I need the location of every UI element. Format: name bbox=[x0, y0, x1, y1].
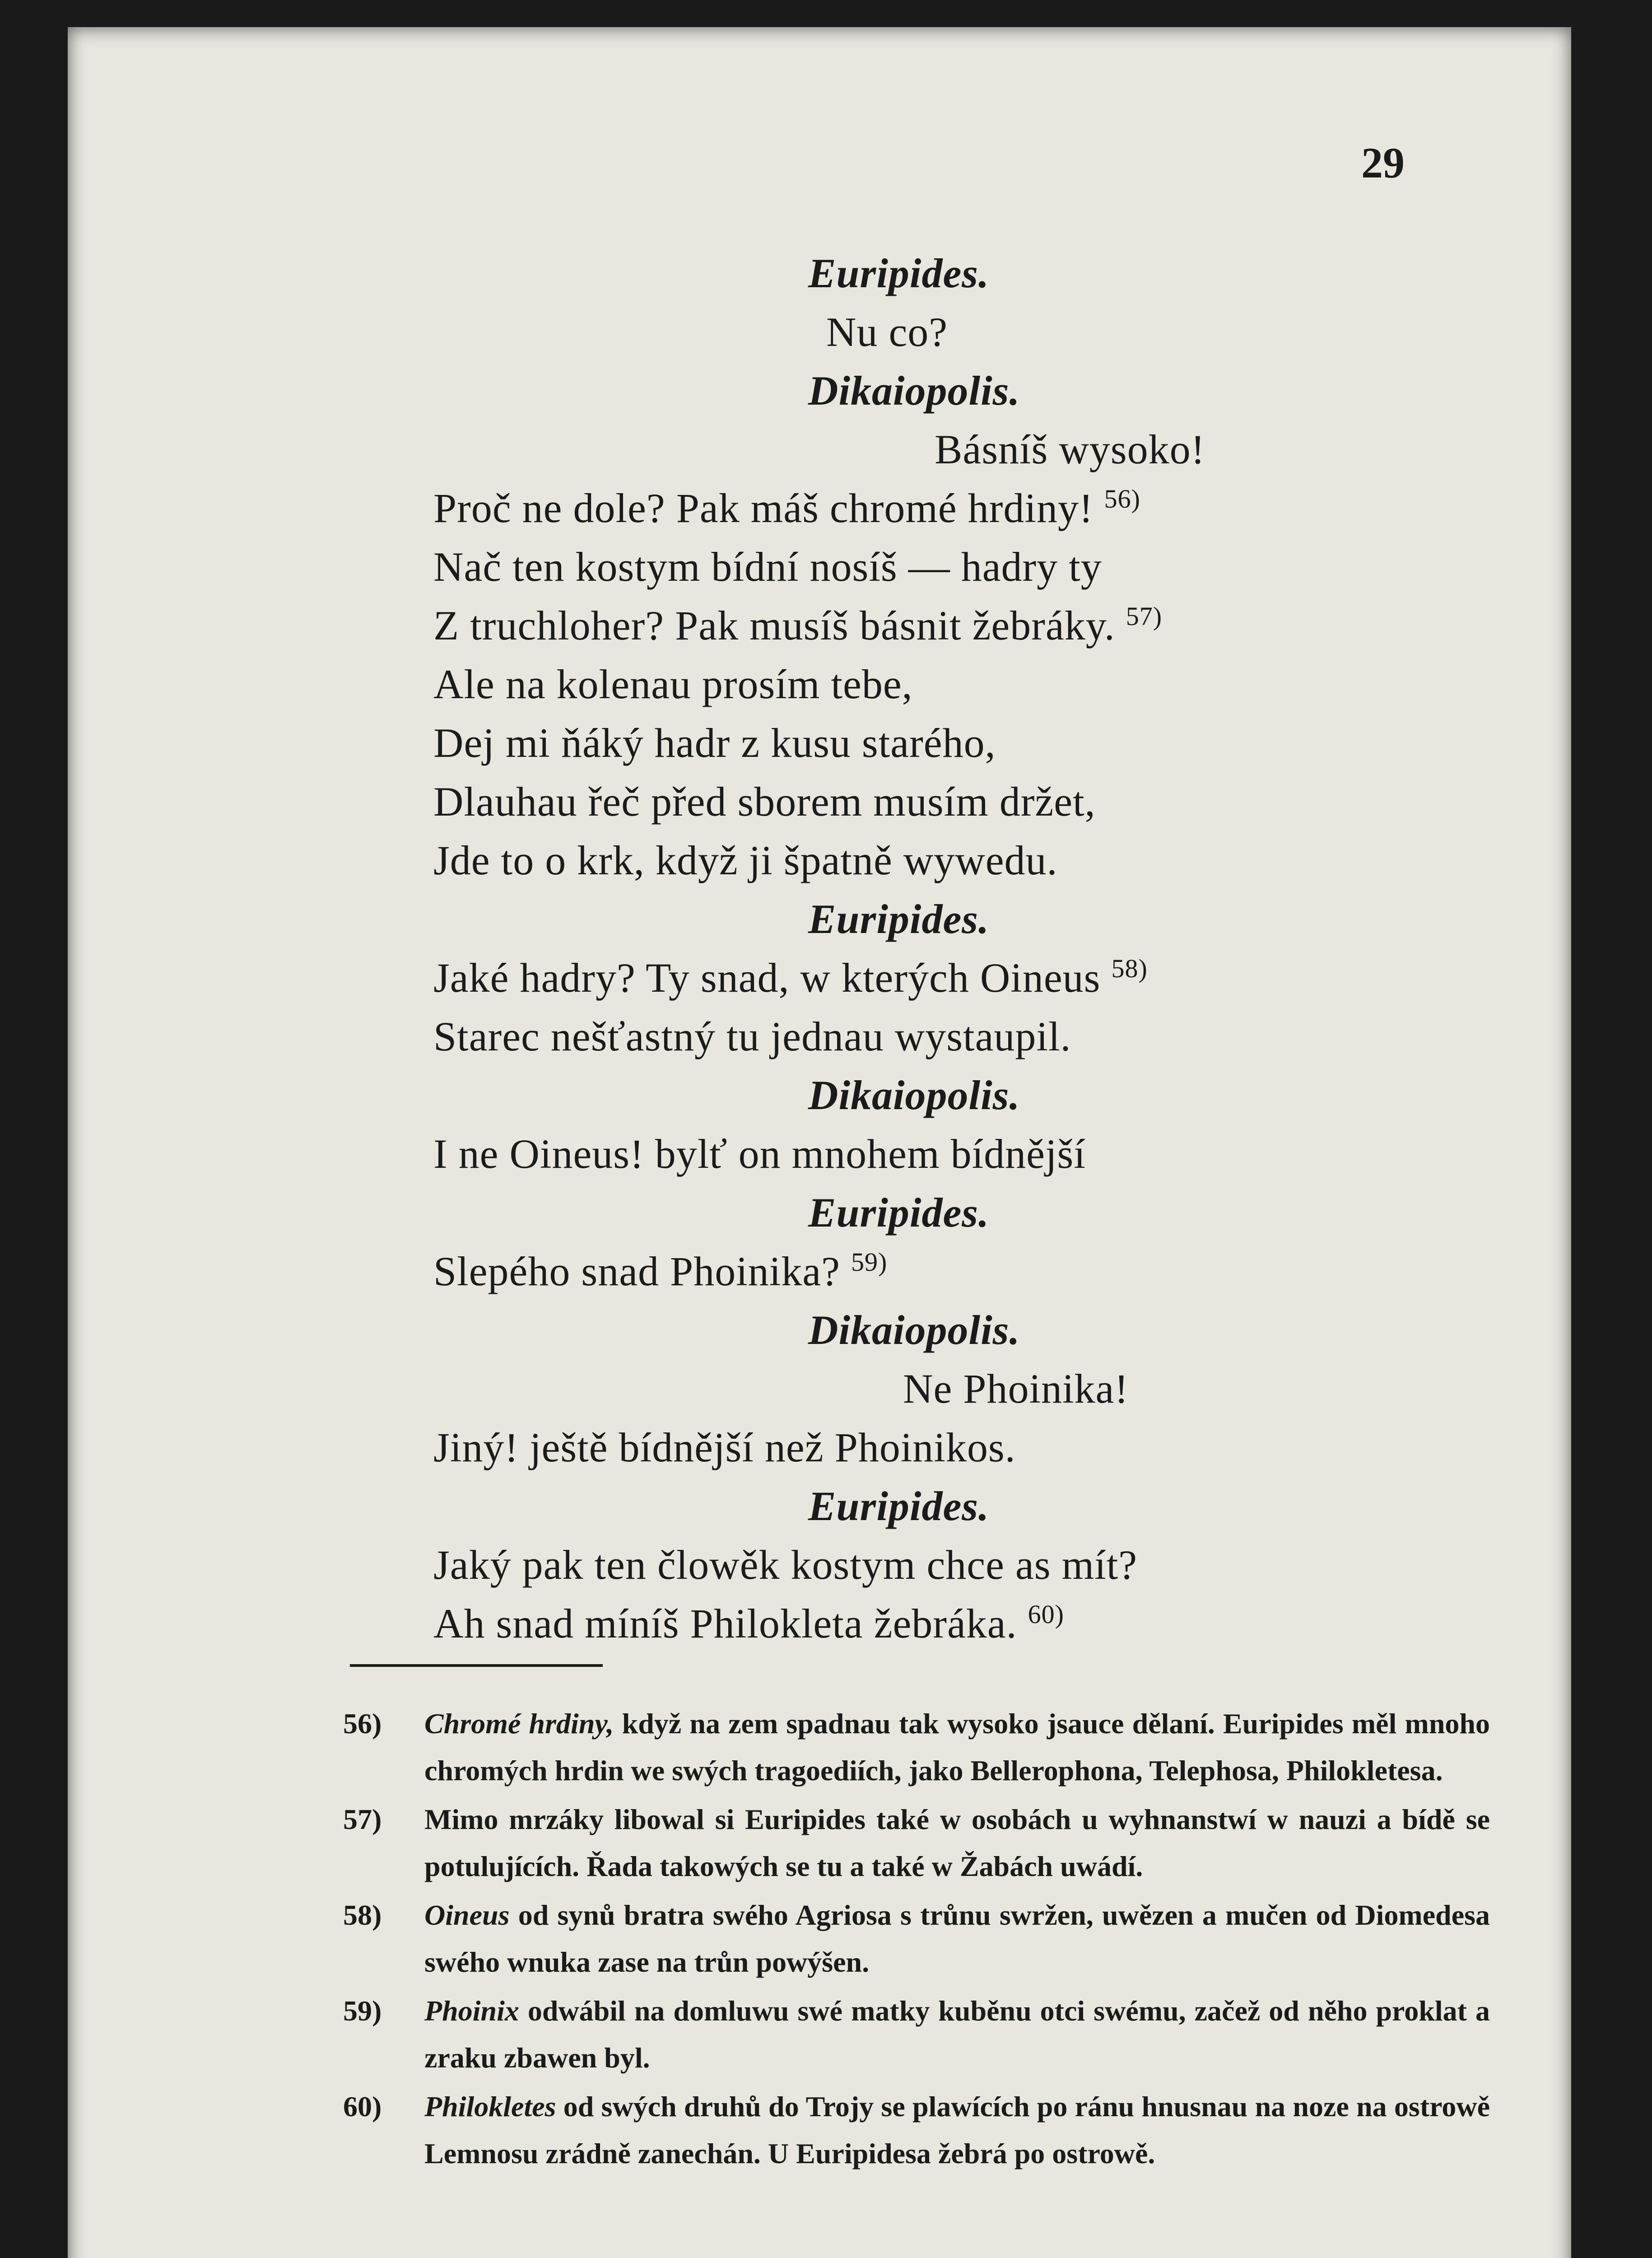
verse-line bbox=[433, 1124, 1449, 1183]
footnote-ref: 60) bbox=[1028, 1600, 1064, 1629]
verse-text: I ne Oineus! bylť on mnohem bídnější bbox=[433, 1131, 1086, 1177]
footnote-number: 58) bbox=[343, 1899, 382, 1931]
verse-text: Slepého snad Phoinika? bbox=[433, 1248, 840, 1294]
verse-text: Dikaiopolis. bbox=[808, 1307, 1020, 1353]
verse-text: Jde to o krk, když ji špatně wywedu. bbox=[433, 837, 1058, 883]
verse-text: Euripides. bbox=[808, 250, 990, 296]
verse-text: Z truchloher? Pak musíš básnit žebráky. bbox=[433, 602, 1115, 648]
verse-line bbox=[433, 772, 1449, 831]
verse-text: Ne Phoinika! bbox=[903, 1366, 1129, 1412]
verse-block bbox=[433, 244, 1449, 1653]
speaker-name bbox=[433, 1183, 1449, 1242]
verse-text: Nač ten kostym bídní nosíš — hadry ty bbox=[433, 544, 1102, 590]
footnote-number: 59) bbox=[343, 1995, 382, 2027]
footnote-number: 57) bbox=[343, 1803, 382, 1835]
verse-line bbox=[433, 714, 1449, 772]
verse-text: Jaký pak ten člowěk kostym chce as mít? bbox=[433, 1542, 1138, 1588]
footnote-number: 56) bbox=[343, 1707, 382, 1740]
verse-text: Jaké hadry? Ty snad, w kterých Oineus bbox=[433, 955, 1101, 1001]
verse-text: Euripides. bbox=[808, 1190, 990, 1236]
footnote bbox=[343, 1796, 1490, 1890]
footnote-keyword: Philokletes bbox=[424, 2090, 556, 2123]
speaker-name bbox=[433, 1066, 1449, 1124]
verse-text: Starec nešťastný tu jednau wystaupil. bbox=[433, 1013, 1071, 1059]
verse-line bbox=[433, 479, 1449, 537]
verse-text: Dikaiopolis. bbox=[808, 1072, 1020, 1118]
footnote-text: Mimo mrzáky libowal si Euripides také w osobách u wyhnanstwí w nauzi a bídě se potulujících. Řada takowých se tu a také w Žabách uwádí. bbox=[424, 1803, 1490, 1882]
verse-line bbox=[433, 1007, 1449, 1066]
verse-text: Dikaiopolis. bbox=[808, 368, 1020, 414]
verse-line bbox=[433, 831, 1449, 890]
verse-line bbox=[433, 1242, 1449, 1301]
footnote-text: odwábil na domluwu swé matky kuběnu otci swému, začež od něho proklat a zraku zbawen byl. bbox=[424, 1995, 1490, 2074]
verse-line bbox=[433, 537, 1449, 596]
footnote-keyword: Phoinix bbox=[424, 1995, 519, 2027]
speaker-name bbox=[433, 1301, 1449, 1359]
speaker-name bbox=[433, 361, 1449, 420]
footnote bbox=[343, 1700, 1490, 1794]
verse-line bbox=[433, 596, 1449, 655]
verse-text: Dej mi ňáký hadr z kusu starého, bbox=[433, 720, 996, 766]
footnote-ref: 59) bbox=[851, 1247, 888, 1277]
verse-line bbox=[433, 420, 1449, 479]
footnote bbox=[343, 1987, 1490, 2081]
verse-text: Dlauhau řeč před sborem musím držet, bbox=[433, 779, 1096, 825]
footnotes bbox=[343, 1700, 1490, 2179]
verse-text: Ale na kolenau prosím tebe, bbox=[433, 661, 913, 707]
footnote-keyword: Oineus bbox=[424, 1899, 510, 1931]
footnote-divider bbox=[350, 1664, 603, 1667]
verse-line bbox=[433, 1359, 1449, 1418]
verse-line bbox=[433, 1418, 1449, 1477]
verse-text: Básníš wysoko! bbox=[935, 426, 1205, 472]
verse-line bbox=[433, 948, 1449, 1007]
footnote-ref: 57) bbox=[1126, 602, 1163, 631]
footnote-text: od swých druhů do Trojy se plawících po ránu hnusnau na noze na ostrowě Lemnosu zrádně zanechán. U Euripidesa žebrá po ostrowě. bbox=[424, 2090, 1490, 2169]
verse-text: Ah snad míníš Philokleta žebráka. bbox=[433, 1600, 1017, 1647]
verse-line bbox=[433, 1535, 1449, 1594]
speaker-name bbox=[433, 890, 1449, 948]
verse-text: Euripides. bbox=[808, 896, 990, 942]
footnote-ref: 56) bbox=[1104, 484, 1140, 513]
footnote-keyword: Chromé hrdiny, bbox=[424, 1707, 614, 1740]
verse-text: Nu co? bbox=[826, 309, 948, 355]
verse-text: Jiný! ještě bídnější než Phoinikos. bbox=[433, 1424, 1016, 1470]
page-number: 29 bbox=[1361, 139, 1405, 187]
speaker-name bbox=[433, 244, 1449, 303]
footnote-ref: 58) bbox=[1111, 954, 1148, 983]
verse-text: Euripides. bbox=[808, 1483, 990, 1529]
speaker-name bbox=[433, 1477, 1449, 1535]
verse-line bbox=[433, 1594, 1449, 1653]
footnote-text: od synů bratra swého Agriosa s trůnu swržen, uwězen a mučen od Diomedesa swého wnuka zase na trůn powýšen. bbox=[424, 1899, 1490, 1978]
footnote-text: když na zem spadnau tak wysoko jsauce dělaní. Euripides měl mnoho chromých hrdin we swých tragoediích, jako Bellerophona, Telephosa, Philokletesa. bbox=[424, 1707, 1490, 1787]
footnote-number: 60) bbox=[343, 2090, 382, 2123]
footnote bbox=[343, 2083, 1490, 2177]
verse-line bbox=[433, 655, 1449, 714]
book-page bbox=[68, 27, 1571, 2258]
verse-line bbox=[433, 303, 1449, 361]
footnote bbox=[343, 1892, 1490, 1986]
verse-text: Proč ne dole? Pak máš chromé hrdiny! bbox=[433, 485, 1094, 531]
